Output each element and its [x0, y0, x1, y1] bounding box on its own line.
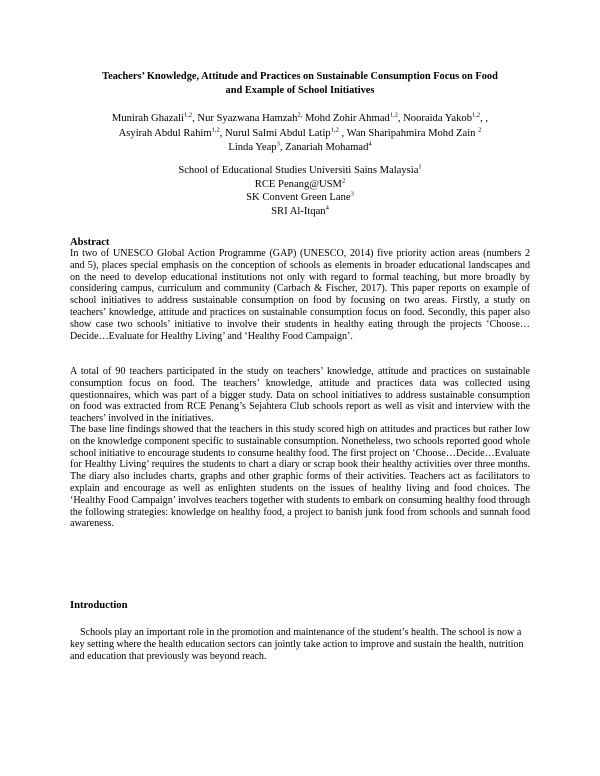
author-name: Linda Yeap — [228, 142, 277, 153]
affiliation-text: School of Educational Studies Universiti Sains Malaysia — [178, 165, 419, 176]
author-name: Wan Sharipahmira Mohd Zain — [346, 127, 476, 139]
affiliation-list — [60, 164, 540, 218]
title-line-2: and Example of School Initiatives — [225, 85, 375, 96]
abstract-paragraph-1: In two of UNESCO Global Action Programme (GAP) (UNESCO, 2014) five priority action areas (numbers 2 and 5), places special emphasis on the conception of schools as elements in broader educational landscapes and on the need to develop educational institutions not only with regard to formal teaching, but more broadly by considering campus, curriculum and community (Carbach & Fischer, 2017). This paper reports on example of school initiatives to address sustainable consumption on food by focusing on two areas. Firstly, a study on teachers’ knowledge, attitude and practices on sustainable consumption focus on food. Secondly, this paper also show case two schools’ initiative to involve their students in healthy eating through the projects ‘Choose…Decide…Evaluate for Healthy Living’ and ‘Healthy Food Campaign’. — [70, 248, 530, 342]
author-name: Asyirah Abdul Rahim — [118, 127, 212, 139]
author-affil-mark: 1,2 — [472, 111, 481, 119]
author-affil-mark: 1,2 — [330, 125, 339, 133]
author-affil-mark: 1,2 — [389, 111, 398, 119]
author-name: Mohd Zohir Ahmad — [304, 113, 390, 124]
introduction-paragraph-1: Schools play an important role in the promotion and maintenance of the student’s health. The school is now a key setting where the health education sectors can jointly take action to improve and sustain the health, nutrition and education that previously was beyond reach. — [70, 627, 524, 662]
author-affil-mark: 3 — [276, 140, 280, 148]
author-separator: , — [279, 142, 286, 153]
abstract-paragraph-2: A total of 90 teachers participated in the study on teachers’ knowledge, attitude and practices on sustainable consumption focus on food. The teachers’ knowledge, attitude and practices data was collected using questionnaires, which was part of a bigger study. Data on school initiatives to address sustainable consumption on food was extracted from RCE Penang’s Sejahtera Club schools report as well as visit and interview with the teachers’ involved in the initiatives. — [70, 366, 530, 425]
author-separator: , — [219, 127, 226, 139]
author-line-2 — [60, 127, 540, 142]
affiliation-text: RCE Penang@USM — [254, 178, 342, 190]
affiliation-text: SK Convent Green Lane — [246, 192, 351, 203]
affiliation-text: SRI Al-Itqan — [271, 205, 326, 217]
author-affil-mark: 4 — [368, 140, 372, 148]
title-line-1: Teachers’ Knowledge, Attitude and Practices on Sustainable Consumption Focus on Food — [102, 71, 498, 82]
author-list — [60, 112, 540, 156]
author-name: Nurul Salmi Abdul Latip — [225, 127, 331, 139]
author-separator: , — [338, 127, 347, 139]
author-line-3 — [60, 141, 540, 156]
author-name: Zanariah Mohamad — [285, 142, 369, 153]
author-separator: , , — [480, 113, 489, 124]
affiliation-mark: 2 — [341, 176, 346, 184]
author-affil-mark: 2, — [297, 111, 303, 119]
author-name: Munirah Ghazali — [111, 113, 184, 124]
affiliation — [60, 164, 540, 178]
author-name: Nur Syazwana Hamzah — [197, 113, 298, 124]
author-name: Nooraida Yakob — [403, 113, 472, 124]
author-separator: , — [397, 113, 404, 124]
affiliation-mark: 4 — [325, 203, 329, 211]
affiliation — [60, 178, 540, 192]
author-affil-mark: 1,2 — [184, 111, 193, 119]
author-affil-mark: 1,2 — [211, 125, 220, 133]
abstract-paragraph-3: The base line findings showed that the teachers in this study scored high on attitudes and practices but rather low on the knowledge component specific to sustainable consumption. Nonetheless, two schools reported good whole school initiative to encourage students to consume healthy food. The first project on ‘Choose…Decide…Evaluate for Healthy Living’ requires the students to chart a diary or scrap book their healthy activities over three months. The diary also includes charts, graphs and other graphic forms of their activities. Teachers act as facilitators to explain and encourage as well as enlighten students on the issues of healthy living and food choices. The ‘Healthy Food Campaign’ involves teachers together with students to embark on consuming healthy food through the following strategies: knowledge on healthy food, a project to banish junk food from schools and sunnah food awareness. — [70, 424, 530, 530]
affiliation-mark: 1 — [418, 163, 422, 171]
affiliation — [60, 205, 540, 219]
affiliation-mark: 3 — [350, 190, 354, 198]
paper-title — [60, 70, 540, 98]
author-affil-mark: 2 — [478, 125, 482, 133]
author-line-1 — [60, 112, 540, 127]
affiliation — [60, 191, 540, 205]
introduction-heading: Introduction — [70, 600, 128, 611]
abstract-heading: Abstract — [70, 237, 110, 248]
author-separator: , — [192, 113, 198, 124]
